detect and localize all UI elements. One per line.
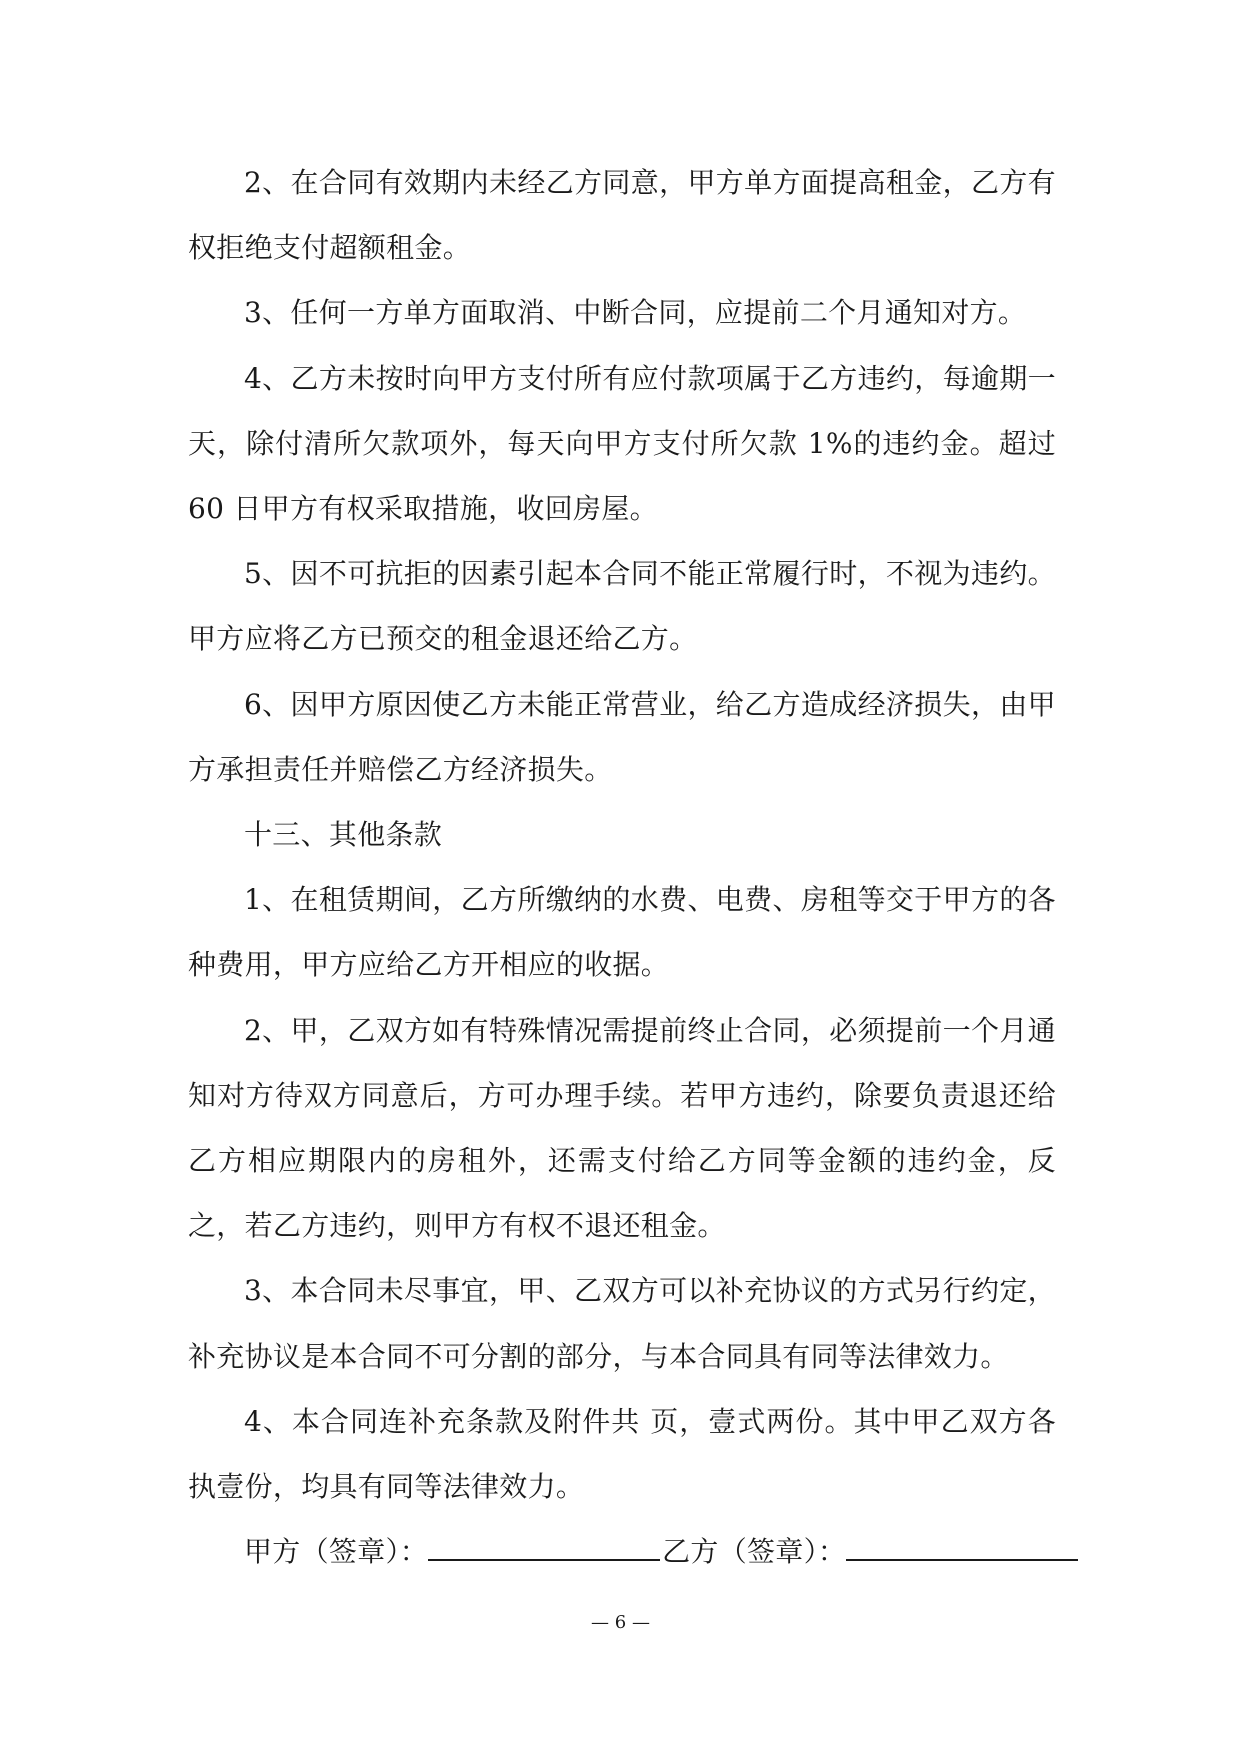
clause-paragraph: 4、乙方未按时向甲方支付所有应付款项属于乙方违约，每逾期一天，除付清所欠款项外，每天向甲方支付所欠款 1%的违约金。超过 60 日甲方有权采取措施，收回房屋。 [188,361,1056,526]
clause-paragraph: 3、任何一方单方面取消、中断合同，应提前二个月通知对方。 [244,296,1027,330]
party-b-signature-line [846,1537,1078,1561]
document-body [188,150,1056,1584]
signature-row [188,1519,1056,1584]
clause-paragraph: 2、甲，乙双方如有特殊情况需提前终止合同，必须提前一个月通知对方待双方同意后，方可办理手续。若甲方违约，除要负责退还给乙方相应期限内的房租外，还需支付给乙方同等金额的违约金，反之，若乙方违约，则甲方有权不退还租金。 [188,1013,1056,1243]
clause-paragraph: 6、因甲方原因使乙方未能正常营业，给乙方造成经济损失，由甲方承担责任并赔偿乙方经济损失。 [188,687,1056,786]
clause-paragraph: 2、在合同有效期内未经乙方同意，甲方单方面提高租金，乙方有权拒绝支付超额租金。 [188,166,1056,265]
clause-paragraph: 1、在租赁期间，乙方所缴纳的水费、电费、房租等交于甲方的各种费用，甲方应给乙方开相应的收据。 [188,883,1056,982]
clause-paragraph: 3、本合同未尽事宜，甲、乙双方可以补充协议的方式另行约定，补充协议是本合同不可分割的部分，与本合同具有同等法律效力。 [188,1274,1056,1373]
clause-paragraph: 5、因不可抗拒的因素引起本合同不能正常履行时，不视为违约。甲方应将乙方已预交的租金退还给乙方。 [188,557,1056,656]
section-heading: 十三、其他条款 [244,818,443,852]
party-a-signature-line [428,1537,660,1561]
party-b-signature-label: 乙方（签章）： [662,1535,847,1569]
party-a-signature-label: 甲方（签章）： [244,1535,429,1569]
page-number: — 6 — [591,1612,650,1633]
clause-paragraph: 4、本合同连补充条款及附件共 页，壹式两份。其中甲乙双方各执壹份，均具有同等法律效力。 [188,1404,1056,1504]
